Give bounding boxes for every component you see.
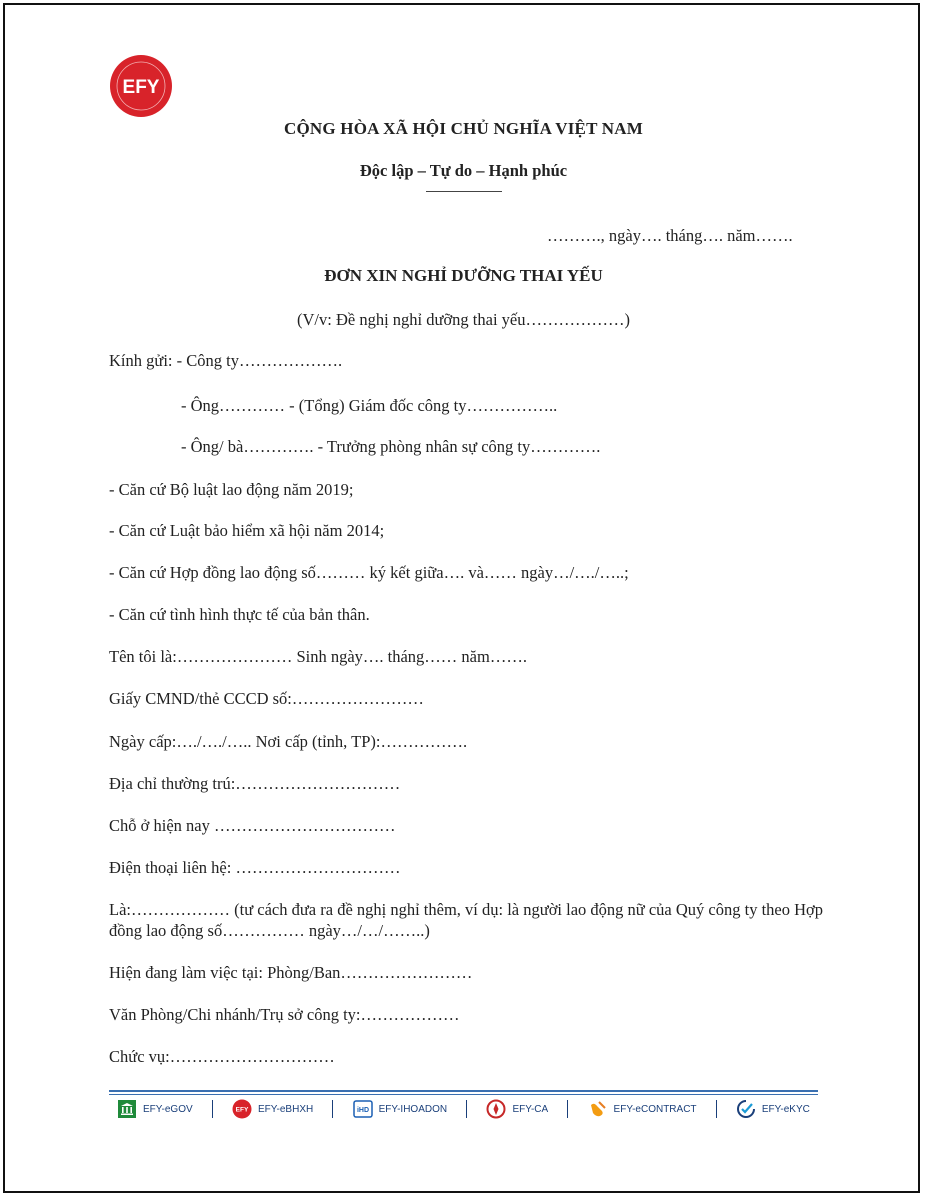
footer-label-econtract: EFY-eCONTRACT	[613, 1103, 697, 1115]
footer-rule-thin	[109, 1094, 818, 1095]
footer-label-ekyc: EFY-eKYC	[761, 1103, 810, 1115]
footer-label-ebhxh: EFY-eBHXH	[258, 1103, 314, 1115]
footer-item-egov[interactable]	[109, 1099, 201, 1119]
footer-separator	[212, 1100, 213, 1118]
motto-underline	[426, 191, 502, 192]
basis-situation: - Căn cứ tình hình thực tế của bản thân.	[109, 605, 370, 624]
footer-rule	[109, 1090, 818, 1092]
footer-item-ebhxh[interactable]	[224, 1099, 321, 1119]
date-line: ………., ngày…. tháng…. năm…….	[547, 226, 793, 245]
footer-item-ca[interactable]	[478, 1099, 556, 1119]
basis-insurance-law: - Căn cứ Luật bảo hiểm xã hội năm 2014;	[109, 521, 385, 540]
footer-product-bar	[109, 1097, 818, 1121]
field-position: Chức vụ:…………………………	[109, 1047, 335, 1066]
footer-label-ihoadon: EFY-IHOADON	[378, 1103, 448, 1115]
ekyc-icon	[736, 1099, 756, 1119]
ihd-icon	[353, 1099, 373, 1119]
field-status-paragraph: Là:……………… (tư cách đưa ra đề nghị nghỉ thêm, ví dụ: là người lao động nữ của Quý công ty theo Hợp đồng lao động số…………… ngày…/…/……..)	[109, 900, 823, 940]
recipient-director: - Ông………… - (Tổng) Giám đốc công ty……………..	[181, 396, 558, 415]
efy-logo	[110, 55, 172, 117]
field-issue-date-place: Ngày cấp:…./…./….. Nơi cấp (tỉnh, TP):…………….	[109, 732, 468, 751]
svg-text:EFY: EFY	[122, 77, 160, 98]
footer-item-ekyc[interactable]	[728, 1099, 818, 1119]
basis-contract: - Căn cứ Hợp đồng lao động số……… ký kết giữa…. và…… ngày…/…./…..;	[109, 563, 629, 582]
basis-labor-code: - Căn cứ Bộ luật lao động năm 2019;	[109, 480, 354, 499]
field-office: Văn Phòng/Chi nhánh/Trụ sở công ty:………………	[109, 1005, 460, 1024]
field-name-dob: Tên tôi là:………………… Sinh ngày…. tháng…… năm…….	[109, 647, 527, 666]
motto: Độc lập – Tự do – Hạnh phúc	[359, 161, 568, 180]
footer-separator	[466, 1100, 467, 1118]
footer-separator	[716, 1100, 717, 1118]
field-current-address: Chỗ ở hiện nay ……………………………	[109, 816, 396, 835]
contract-icon	[588, 1099, 608, 1119]
svg-text:EFY: EFY	[235, 1106, 249, 1114]
recipient-hr: - Ông/ bà…………. - Trưởng phòng nhân sự công ty………….	[181, 437, 601, 456]
field-department: Hiện đang làm việc tại: Phòng/Ban……………………	[109, 963, 473, 982]
footer-separator	[567, 1100, 568, 1118]
footer-item-econtract[interactable]	[580, 1099, 705, 1119]
footer-label-ca: EFY-CA	[512, 1103, 549, 1115]
building-icon	[117, 1099, 137, 1119]
ca-icon	[486, 1099, 506, 1119]
document-title: ĐƠN XIN NGHỈ DƯỠNG THAI YẾU	[324, 266, 603, 285]
field-permanent-address: Địa chỉ thường trú:…………………………	[109, 774, 401, 793]
svg-text:iHD: iHD	[356, 1107, 369, 1114]
footer-item-ihoadon[interactable]	[345, 1099, 456, 1119]
country-heading: CỘNG HÒA XÃ HỘI CHỦ NGHĨA VIỆT NAM	[284, 119, 643, 138]
recipient-company: Kính gửi: - Công ty……………….	[109, 351, 343, 370]
footer-label-egov: EFY-eGOV	[143, 1103, 193, 1115]
field-id-number: Giấy CMND/thẻ CCCD số:……………………	[109, 689, 424, 708]
footer-separator	[332, 1100, 333, 1118]
field-phone: Điện thoại liên hệ: …………………………	[109, 858, 401, 877]
document-subtitle: (V/v: Đề nghị nghỉ dưỡng thai yếu………………)	[297, 310, 630, 329]
efy-icon	[232, 1099, 252, 1119]
